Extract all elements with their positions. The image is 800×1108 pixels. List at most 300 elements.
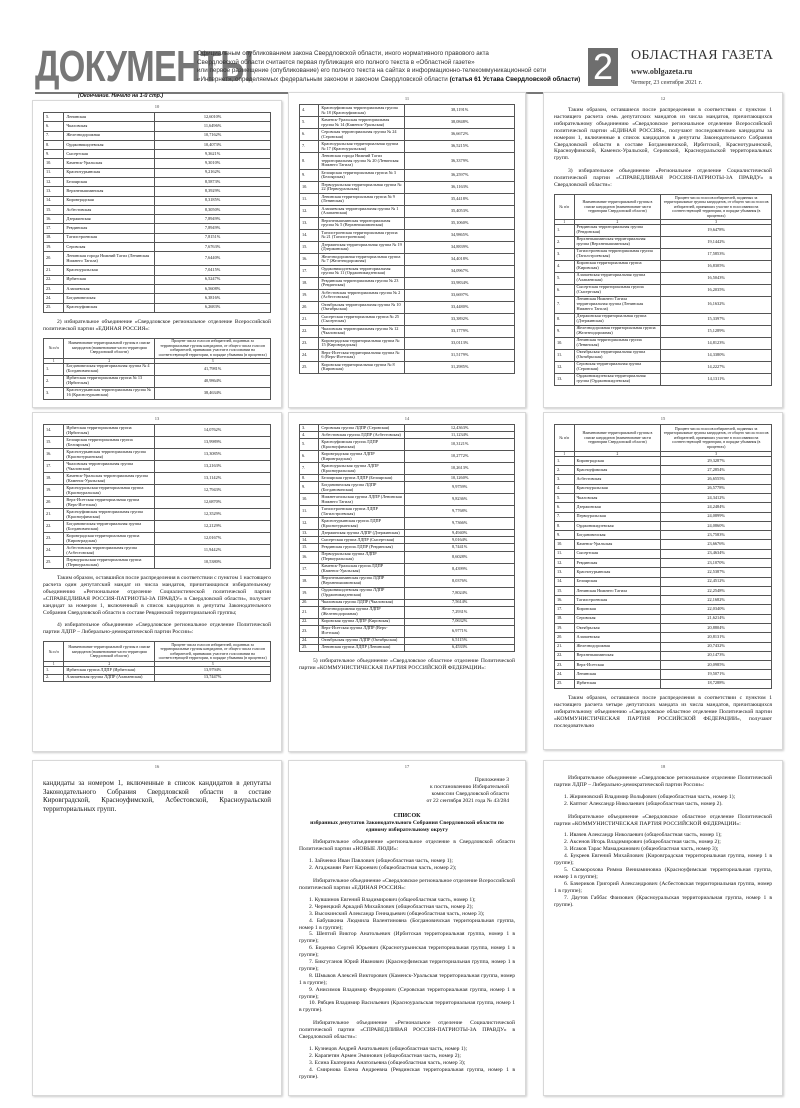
row-number: 1.: [44, 667, 64, 674]
vote-percent: 12,3529%: [155, 509, 271, 521]
vote-percent: 14,2227%: [661, 361, 772, 373]
table-row: [555, 296, 772, 313]
table-row: [555, 475, 772, 484]
row-number: 11.: [300, 193, 319, 205]
group-name: Верх-Исетская территориальная группа № 6 (Верх-Исетская): [319, 349, 405, 361]
vote-percent: 16,2035%: [661, 284, 772, 296]
table-row: [44, 140, 271, 149]
vote-percent: 38,0848%: [405, 117, 515, 129]
vote-percent: 11,6496%: [155, 122, 271, 131]
results-table: [43, 424, 271, 569]
paragraph: Избирательное объединение «региональное отделение в Свердловской области Политической партии «НОВЫЕ ЛЮДИ»:: [299, 839, 515, 853]
row-number: 22.: [44, 275, 64, 284]
document-page-11: [288, 92, 526, 408]
row-number: 15.: [300, 241, 319, 253]
group-name: Сысертская территориальная группа (Сысертская): [574, 284, 661, 296]
group-name: Серовская группа ЛДПР (Серовская): [319, 425, 405, 432]
paragraph: кандидаты за номером 1, включенные в список кандидатов в депутаты Законодательного Собрания Свердловской области в составе Кировградской, Красноуфимской, Асбестовской, Красноуральской территориальных групп.: [43, 779, 271, 813]
table-row: [300, 587, 515, 599]
table-header-row: [44, 642, 271, 662]
vote-percent: 20,1473%: [661, 651, 772, 660]
row-number: 2.: [44, 674, 64, 681]
group-name: Сысертская группа ЛДПР (Сысертская): [319, 537, 405, 544]
vote-percent: 34,4018%: [405, 253, 515, 265]
results-table: [43, 641, 271, 681]
table-row: [44, 449, 271, 461]
vote-percent: 13,2163%: [155, 461, 271, 473]
row-number: 15.: [300, 544, 319, 551]
paragraph: Таким образом, оставшиеся после распределения в соответствии с пунктом 1 настоящего расчета четыре депутатских мандата из числа мандатов, причитающихся избирательному объединению «Свердловское областное отделение Политической партии «КОММУНИСТИЧЕСКАЯ ПАРТИЯ РОССИЙСКОЙ ФЕДЕРАЦИИ», получают последовательно: [554, 694, 772, 729]
table-row: [300, 637, 515, 644]
vote-percent: 9,0164%: [405, 537, 515, 544]
row-number: 18.: [44, 473, 64, 485]
group-name: Первоуральская территориальная группа № 22 (Первоуральская): [319, 181, 405, 193]
table-row: [555, 614, 772, 623]
row-number: 14.: [44, 425, 64, 437]
table-row: [300, 229, 515, 241]
row-number: 3.: [555, 475, 575, 484]
newspaper-name: ОБЛАСТНАЯ ГАЗЕТА: [631, 48, 774, 63]
row-number: 22.: [300, 325, 319, 337]
row-number: 23.: [44, 533, 64, 545]
appendix-reference: [299, 777, 515, 805]
group-name: Ленинская территориальная группа (Ленинская): [574, 337, 661, 349]
table-row: [44, 224, 271, 233]
row-number: 5.: [44, 113, 64, 122]
group-name: Тагилстроевская территориальная группа № 21 (Тагилстроевская): [319, 229, 405, 241]
table-row: [555, 605, 772, 614]
vote-percent: 36,3379%: [405, 153, 515, 170]
row-number: 8.: [300, 153, 319, 170]
group-name: Кировская: [574, 605, 661, 614]
table-header-row: [44, 338, 271, 358]
row-number: 14.: [555, 577, 575, 586]
group-name: Орджоникидзевская группа ЛДПР (Орджоникидзевская): [319, 587, 405, 599]
vote-percent: 11,1234%: [405, 432, 515, 439]
group-name: Ревдинская: [64, 224, 155, 233]
group-name: Дзержинская группа ЛДПР (Дзержинская): [319, 530, 405, 537]
paragraph: Избирательное объединение «Региональное отделение Социалистической политической партии «СПРАВЕДЛИВАЯ РОССИЯ-ПАТРИОТЫ-ЗА ПРАВДУ» в Свердловской области»:: [299, 1020, 515, 1041]
group-name: Верхнепышминская: [64, 187, 155, 196]
table-row: [555, 236, 772, 248]
row-number: 11.: [555, 549, 575, 558]
table-row: [44, 131, 271, 140]
group-name: Каменск-Уральская территориальная группа (Каменск-Уральская): [64, 473, 155, 485]
group-name: Ирбитская территориальная группа № 13 (Ирбитская): [64, 375, 155, 387]
vote-percent: 38,1191%: [405, 105, 515, 117]
row-number: 12.: [555, 558, 575, 567]
issue-date: Четверг, 23 сентября 2021 г.: [631, 80, 702, 86]
row-number: 7.: [555, 296, 575, 313]
list-item: 6. Бачериков Григорий Александрович (Асбестовская территориальная группа, номер 1 в группе);: [554, 880, 772, 894]
vote-percent: 13,9794%: [155, 667, 271, 674]
table-row: [555, 642, 772, 651]
group-name: Тагилстроевская группа ЛДПР (Тагилстроевская): [319, 506, 405, 518]
group-name: Алапаевская: [64, 284, 155, 293]
paragraph: 3) избирательное объединение «Региональное отделение Социалистической политической партии «СПРАВЕДЛИВАЯ РОССИЯ-ПАТРИОТЫ-ЗА ПРАВДУ» в Свердловской области»:: [554, 168, 772, 189]
vote-percent: 15,3397%: [661, 313, 772, 325]
group-name: Ревдинская территориальная группа (Ревдинская): [574, 224, 661, 236]
page-number: 16: [154, 764, 160, 769]
table-row: [44, 473, 271, 485]
vote-percent: 14,8123%: [661, 337, 772, 349]
group-name: Верх-Исетская территориальная группа (Верх-Исетская): [64, 497, 155, 509]
vote-percent: 23,7583%: [661, 531, 772, 540]
vote-percent: 10,4073%: [155, 140, 271, 149]
table-row: [300, 451, 515, 463]
vote-percent: 36,2597%: [405, 169, 515, 181]
table-row: [44, 375, 271, 387]
group-name: Первоуральская группа ЛДПР (Первоуральская): [319, 551, 405, 563]
table-row: [44, 667, 271, 674]
row-number: 10.: [300, 181, 319, 193]
group-name: Кировская территориальная группа (Кировская): [574, 260, 661, 272]
table-row: [44, 284, 271, 293]
vote-percent: 40,9864%: [155, 375, 271, 387]
row-number: 12.: [300, 518, 319, 530]
row-number: 1.: [555, 456, 575, 465]
group-name: Красноуральская территориальная группа (Красноуральская): [64, 485, 155, 497]
group-name: Ленинская города Нижний Тагил территориальная группа № 20 (Ленинская Нижнего Тагила): [319, 153, 405, 170]
page-number: 10: [154, 104, 160, 109]
list-item: 1. Жириновский Владимир Вольфович (общеобластная часть, номер 1);: [564, 793, 736, 800]
column-header: № п/п: [555, 425, 575, 452]
vote-percent: 20,8804%: [661, 623, 772, 632]
paragraph: 2) избирательное объединение «Свердловское региональное отделение Всероссийской политической партии «ЕДИНАЯ РОССИЯ»:: [43, 318, 271, 332]
row-number: 18.: [300, 277, 319, 289]
list-item: 2. Карапетян Армен Эминович (общеобластная часть, номер 2);: [309, 1052, 461, 1059]
paragraph: Избирательное объединение «Свердловское региональное отделение Политической партии ЛДПР – Либерально-демократической партии России»:: [554, 775, 772, 788]
paragraph: 5) избирательное объединение «Свердловское областное отделение Политической партии «КОММУНИСТИЧЕСКАЯ ПАРТИЯ РОССИЙСКОЙ ФЕДЕРАЦИИ»:: [299, 657, 515, 671]
list-item: 6. Биденко Сергей Юрьевич (Краснотурьинская территориальная группа, номер 1 в группе);: [299, 945, 515, 959]
table-row: [300, 575, 515, 587]
vote-percent: 8,5873%: [155, 177, 271, 186]
vote-percent: 23,4634%: [661, 549, 772, 558]
document-page-16: [32, 760, 282, 1096]
column-header: № п/п: [44, 338, 64, 358]
group-name: Дзержинская: [64, 215, 155, 224]
table-row: [555, 313, 772, 325]
row-number: 6.: [44, 122, 64, 131]
vote-percent: 34,0967%: [405, 265, 515, 277]
row-number: 13.: [555, 373, 575, 385]
table-row: [555, 670, 772, 679]
page-number: 11: [404, 96, 410, 101]
group-name: Асбестовская территориальная группа № 2 (Асбестовская): [319, 289, 405, 301]
group-name: Красноуфимская территориальная группа (Красноуфимская): [64, 509, 155, 521]
group-name: Кировградская территориальная группа № 15 (Кировградская): [319, 337, 405, 349]
vote-percent: 12,6870%: [155, 497, 271, 509]
vote-percent: 38,4634%: [155, 387, 271, 399]
row-number: 19.: [300, 587, 319, 599]
table-row: [44, 196, 271, 205]
table-row: [555, 272, 772, 284]
row-number: 1.: [44, 363, 64, 375]
row-number: 18.: [300, 575, 319, 587]
group-name: Октябрьская территориальная группа № 10 (Октябрьская): [319, 301, 405, 313]
list-item: 7. Бикгуганов Юрий Иванович (Красноуфимская территориальная группа, номер 1 в группе);: [299, 959, 515, 972]
row-number: 21.: [300, 606, 319, 618]
group-name: Кировградская группа ЛДПР (Кировградская): [319, 451, 405, 463]
results-table: [554, 424, 772, 689]
row-number: 1.: [555, 224, 575, 236]
table-row: [44, 113, 271, 122]
table-row: [300, 241, 515, 253]
row-number: 23.: [44, 284, 64, 293]
group-name: Асбестовская группа ЛДПР (Асбестовская): [319, 432, 405, 439]
list-subtitle: избранных депутатов Законодательного Собрания Свердловской области по единому избирательному округу: [310, 819, 504, 833]
table-row: [300, 205, 515, 217]
group-name: Кировградская территориальная группа (Кировградская): [64, 533, 155, 545]
group-name: Верхнепышминская территориальная группа (Верхнепышминская): [574, 236, 661, 248]
row-number: 9.: [300, 482, 319, 494]
table-row: [300, 117, 515, 129]
group-name: Алапаевская группа ЛДПР (Алапаевская): [64, 674, 155, 681]
document-page-10: [32, 100, 282, 408]
group-name: Тагилстроевская: [64, 233, 155, 242]
row-number: 25.: [555, 679, 575, 688]
row-number: 9.: [555, 531, 575, 540]
vote-percent: 29,3287%: [661, 456, 772, 465]
group-name: Ирбитская: [64, 275, 155, 284]
table-row: [300, 337, 515, 349]
list-item: 4. Смирнова Елена Андреевна (Ревдинская территориальная группа, номер 1 в группе).: [299, 1066, 515, 1080]
table-row: [300, 494, 515, 506]
paragraph: Таким образом, оставшиеся после распределения в соответствии с пунктом 1 настоящего расчета семь депутатских мандатов из числа мандатов, причитающихся избирательному объединению «Свердловское региональное отделение Всероссийской политической партии «ЕДИНАЯ РОССИЯ», получают последовательно кандидаты за номером 1, включенные в список кандидатов в депутаты Законодательного Собрания Свердловской области в составе Богдановичской, Ирбитской, Краснотурьинской, Красноуфимской, Каменск-Уральской, Серовской, Красноуральской территориальных групп.: [554, 107, 772, 162]
row-number: 13.: [300, 530, 319, 537]
vote-percent: 20,0985%: [661, 661, 772, 670]
group-name: Красноуфимская: [574, 466, 661, 475]
table-row: [555, 568, 772, 577]
row-number: 6.: [555, 503, 575, 512]
row-number: 25.: [44, 303, 64, 312]
website-link[interactable]: www.oblgazeta.ru: [631, 67, 693, 76]
vote-percent: 9,4940%: [405, 530, 515, 537]
row-number: 6.: [300, 451, 319, 463]
group-name: Дзержинская: [574, 503, 661, 512]
row-number: 8.: [44, 140, 64, 149]
row-number: 17.: [44, 224, 64, 233]
row-number: 8.: [555, 313, 575, 325]
group-name: Красноуральская: [574, 484, 661, 493]
paragraph: Избирательное объединение «Свердловское региональное отделение Всероссийской политической партии «ЕДИНАЯ РОССИЯ»:: [299, 878, 515, 891]
vote-percent: 19,1442%: [661, 236, 772, 248]
vote-percent: 8,0376%: [405, 575, 515, 587]
table-row: [44, 177, 271, 186]
vote-percent: 19,6478%: [661, 224, 772, 236]
table-row: [44, 303, 271, 312]
table-row: [555, 521, 772, 530]
table-row: [300, 105, 515, 117]
vote-percent: 7,6440%: [155, 252, 271, 266]
table-row: [555, 373, 772, 385]
group-name: Орджоникидзевская: [574, 521, 661, 530]
table-row: [300, 475, 515, 482]
group-name: Краснотурьинская территориальная группа (Краснотурьинская): [64, 449, 155, 461]
vote-percent: 12,7943%: [155, 485, 271, 497]
column-header: Процент числа голосов избирателей, поданных за территориальные группы кандидатов, от общего числа голосов избирателей, принявших участие в голосовании на соответствующей территории, в порядке убывания (в процентах): [155, 642, 271, 662]
results-table: [43, 112, 271, 313]
vote-percent: 7,5614%: [405, 599, 515, 606]
vote-percent: 11,9442%: [155, 545, 271, 557]
group-name: Серовская территориальная группа № 24 (Серовская): [319, 129, 405, 141]
table-row: [44, 363, 271, 375]
table-row: [44, 674, 271, 681]
row-number: 3.: [44, 387, 64, 399]
list-item: 4. Бабушкина Людмила Валентиновна (Богдановичская территориальная группа, номер 1 в группе);: [299, 917, 515, 931]
group-name: Ленинская Нижнего Тагила территориальная группа (Ленинская Нижнего Тагила): [574, 296, 661, 313]
group-name: Ленинская территориальная группа № 9 (Ленинская): [319, 193, 405, 205]
column-index: 1: [44, 662, 64, 667]
vote-percent: 9,3010%: [155, 159, 271, 168]
results-table: [554, 194, 772, 386]
column-index: 2: [574, 451, 661, 456]
vote-percent: 27,2854%: [661, 466, 772, 475]
group-name: Чкаловская территориальная группа № 12 (Чкаловская): [319, 325, 405, 337]
table-row: [555, 248, 772, 260]
group-name: Сысертская территориальная группа № 25 (Сысертская): [319, 313, 405, 325]
list-item: 3. Есина Екатерина Анатольевна (общеобластная часть, номер 3);: [309, 1059, 466, 1066]
group-name: Белоярская территориальная группа № 3 (Белоярская): [319, 169, 405, 181]
table-row: [300, 253, 515, 265]
column-header: Наименование территориальной группы в списке кандидатов (наименование части территории Свердловской области): [574, 194, 661, 219]
table-row: [555, 549, 772, 558]
list-item: 4. Букреев Евгений Михайлович (Кировградская территориальная группа, номер 1 в группе);: [554, 853, 772, 867]
column-header: Процент числа голосов избирателей, поданных за территориальные группы кандидатов, от общего числа голосов избирателей, принявших участие в голосовании на соответствующей территории, в порядке убывания (в процентах): [661, 194, 772, 219]
row-number: 16.: [300, 551, 319, 563]
row-number: 7.: [300, 141, 319, 153]
row-number: 11.: [555, 349, 575, 361]
page-number: 14: [404, 416, 410, 421]
row-number: 4.: [300, 105, 319, 117]
vote-percent: 36,6672%: [405, 129, 515, 141]
document-page-18: [543, 760, 783, 1096]
row-number: 9.: [44, 150, 64, 159]
column-index: 2: [64, 358, 155, 363]
row-number: 2.: [44, 375, 64, 387]
group-name: Октябрьская группа ЛДПР (Октябрьская): [319, 637, 405, 644]
group-name: Ленинская города Нижний Тагил (Ленинская Нижнего Тагила): [64, 252, 155, 266]
table-row: [300, 325, 515, 337]
row-number: 19.: [44, 242, 64, 251]
vote-percent: 9,9759%: [405, 482, 515, 494]
row-number: 10.: [44, 159, 64, 168]
group-name: Ирбитская: [574, 679, 661, 688]
vote-percent: 20,7432%: [661, 642, 772, 651]
table-row: [555, 503, 772, 512]
table-row: [44, 545, 271, 557]
row-number: 4.: [300, 432, 319, 439]
table-row: [300, 644, 515, 651]
vote-percent: 6,3816%: [155, 294, 271, 303]
list-item: 2. Чернецкий Аркадий Михайлович (общеобластная часть, номер 2);: [309, 903, 474, 910]
group-name: Чкаловская: [64, 122, 155, 131]
row-number: 3.: [555, 248, 575, 260]
list-item: 1. Кузнецов Андрей Анатольевич (общеобластная часть, номер 1);: [309, 1046, 468, 1052]
group-name: Богдановичская: [574, 531, 661, 540]
group-name: Железнодорожная территориальная группа (Железнодорожная): [574, 325, 661, 337]
table-row: [300, 439, 515, 451]
row-number: 19.: [555, 623, 575, 632]
row-number: 12.: [44, 177, 64, 186]
row-number: 15.: [44, 437, 64, 449]
list-item: 7. Даутов Габбас Фаизович (Красноуральская территориальная группа, номер 1 в группе).: [554, 894, 772, 908]
group-name: Каменск-Уральская территориальная группа № 14 (Каменск-Уральская): [319, 117, 405, 129]
group-name: Каменск-Уральская группа ЛДПР (Каменск-Уральская): [319, 563, 405, 575]
row-number: 20.: [300, 599, 319, 606]
vote-percent: 16,1632%: [661, 296, 772, 313]
table-row: [44, 497, 271, 509]
vote-percent: 22,2548%: [661, 586, 772, 595]
vote-percent: 14,1311%: [661, 373, 772, 385]
column-index: 1: [44, 358, 64, 363]
column-index: 3: [661, 451, 772, 456]
table-row: [300, 425, 515, 432]
group-name: Сысертская: [64, 150, 155, 159]
group-name: Верхнепышминская группа ЛДПР (Верхнепышминская): [319, 575, 405, 587]
vote-percent: 33,6697%: [405, 289, 515, 301]
candidate-list: [554, 832, 772, 908]
vote-percent: 15,1289%: [661, 325, 772, 337]
group-name: Серовская: [574, 614, 661, 623]
row-number: 16.: [300, 253, 319, 265]
table-row: [555, 337, 772, 349]
vote-percent: 10,5380%: [155, 557, 271, 569]
table-header-row: [555, 194, 772, 219]
vote-percent: 7,8949%: [155, 224, 271, 233]
group-name: Ревдинская территориальная группа № 23 (Ревдинская): [319, 277, 405, 289]
row-number: 24.: [300, 349, 319, 361]
list-item: 5. Скоморохова Римма Вениаминовна (Красноуфимская территориальная группа, номер 1 в группе);: [554, 866, 772, 880]
group-name: Ленинская Нижнего Тагила: [574, 586, 661, 595]
row-number: 5.: [300, 439, 319, 451]
row-number: 15.: [44, 205, 64, 214]
group-name: Асбестовская: [574, 475, 661, 484]
group-name: Краснотурьинская: [64, 168, 155, 177]
table-row: [300, 537, 515, 544]
row-number: 4.: [555, 260, 575, 272]
vote-percent: 19,5071%: [661, 670, 772, 679]
group-name: Первоуральская территориальная группа (Первоуральская): [64, 557, 155, 569]
group-name: Ленинская группа ЛДПР (Ленинская): [319, 644, 405, 651]
vote-percent: 6,4533%: [405, 644, 515, 651]
group-name: Белоярская группа ЛДПР (Белоярская): [319, 475, 405, 482]
group-name: Алапаевская территориальная группа № 1 (Алапаевская): [319, 205, 405, 217]
row-number: 2.: [555, 236, 575, 248]
vote-percent: 8,4399%: [405, 563, 515, 575]
row-number: 21.: [300, 313, 319, 325]
group-name: Октябрьская: [574, 623, 661, 632]
row-number: 16.: [555, 596, 575, 605]
table-row: [44, 187, 271, 196]
table-row: [555, 633, 772, 642]
document-page-15: [543, 412, 783, 750]
row-number: 2.: [555, 466, 575, 475]
document-page-13: [32, 412, 282, 752]
group-name: Богдановичская территориальная группа (Богдановичская): [64, 521, 155, 533]
results-table: [43, 338, 271, 400]
results-table: [299, 104, 515, 374]
table-row: [555, 596, 772, 605]
row-number: 16.: [44, 215, 64, 224]
candidate-list: [299, 858, 515, 872]
row-number: 17.: [300, 265, 319, 277]
row-number: 10.: [555, 540, 575, 549]
vote-percent: 23,1070%: [661, 558, 772, 567]
row-number: 14.: [300, 229, 319, 241]
candidate-list: [299, 897, 515, 1014]
vote-percent: 12,6010%: [155, 113, 271, 122]
